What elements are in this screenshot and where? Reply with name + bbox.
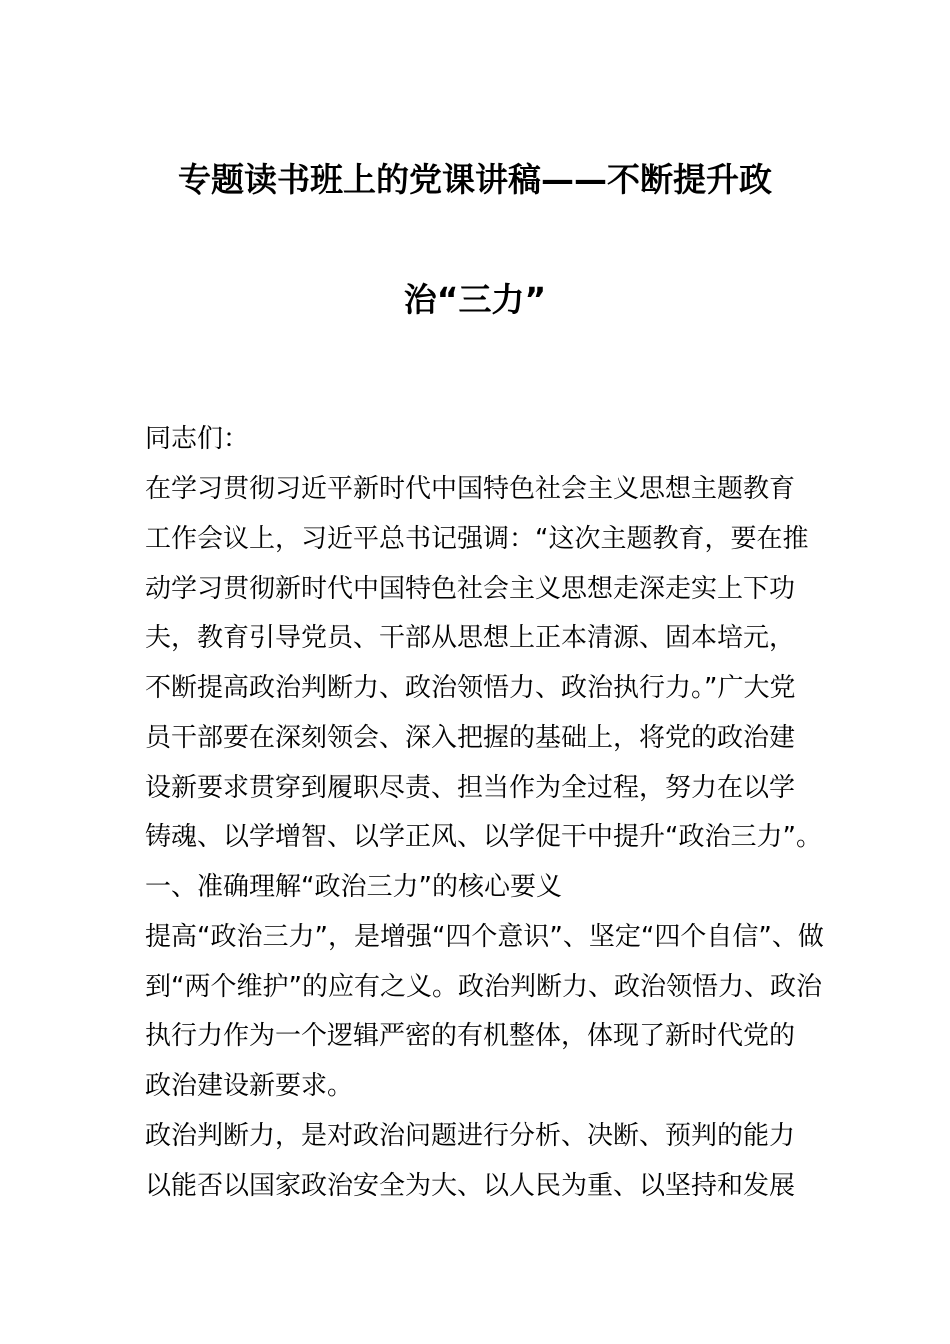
paragraph-line: 政治判断力，是对政治问题进行分析、决断、预判的能力 bbox=[145, 1121, 796, 1151]
section-heading: 一、准确理解“政治三力”的核心要义 bbox=[145, 872, 562, 902]
paragraph-line: 动学习贯彻新时代中国特色社会主义思想走深走实上下功 bbox=[145, 574, 796, 604]
paragraph-line: 铸魂、以学增智、以学正风、以学促干中提升“政治三力”。 bbox=[145, 822, 822, 852]
document-title-line-1: 专题读书班上的党课讲稿——不断提升政 bbox=[178, 160, 772, 199]
paragraph-line: 提高“政治三力”，是增强“四个意识”、坚定“四个自信”、做 bbox=[145, 922, 824, 952]
salutation: 同志们： bbox=[145, 424, 250, 454]
paragraph-line: 政治建设新要求。 bbox=[145, 1071, 354, 1101]
document-title-line-2: 治“三力” bbox=[403, 280, 547, 319]
paragraph-line: 员干部要在深刻领会、深入把握的基础上，将党的政治建 bbox=[145, 723, 796, 753]
paragraph-line: 夫，教育引导党员、干部从思想上正本清源、固本培元， bbox=[145, 623, 796, 653]
paragraph-line: 到“两个维护”的应有之义。政治判断力、政治领悟力、政治 bbox=[145, 972, 822, 1002]
paragraph-line: 执行力作为一个逻辑严密的有机整体，体现了新时代党的 bbox=[145, 1021, 796, 1051]
paragraph-line: 工作会议上，习近平总书记强调：“这次主题教育，要在推 bbox=[145, 524, 809, 554]
paragraph-line: 不断提高政治判断力、政治领悟力、政治执行力。”广大党 bbox=[145, 673, 796, 703]
paragraph-line: 以能否以国家政治安全为大、以人民为重、以坚持和发展 bbox=[145, 1171, 796, 1201]
paragraph-line: 设新要求贯穿到履职尽责、担当作为全过程，努力在以学 bbox=[145, 773, 796, 803]
paragraph-line: 在学习贯彻习近平新时代中国特色社会主义思想主题教育 bbox=[145, 474, 796, 504]
